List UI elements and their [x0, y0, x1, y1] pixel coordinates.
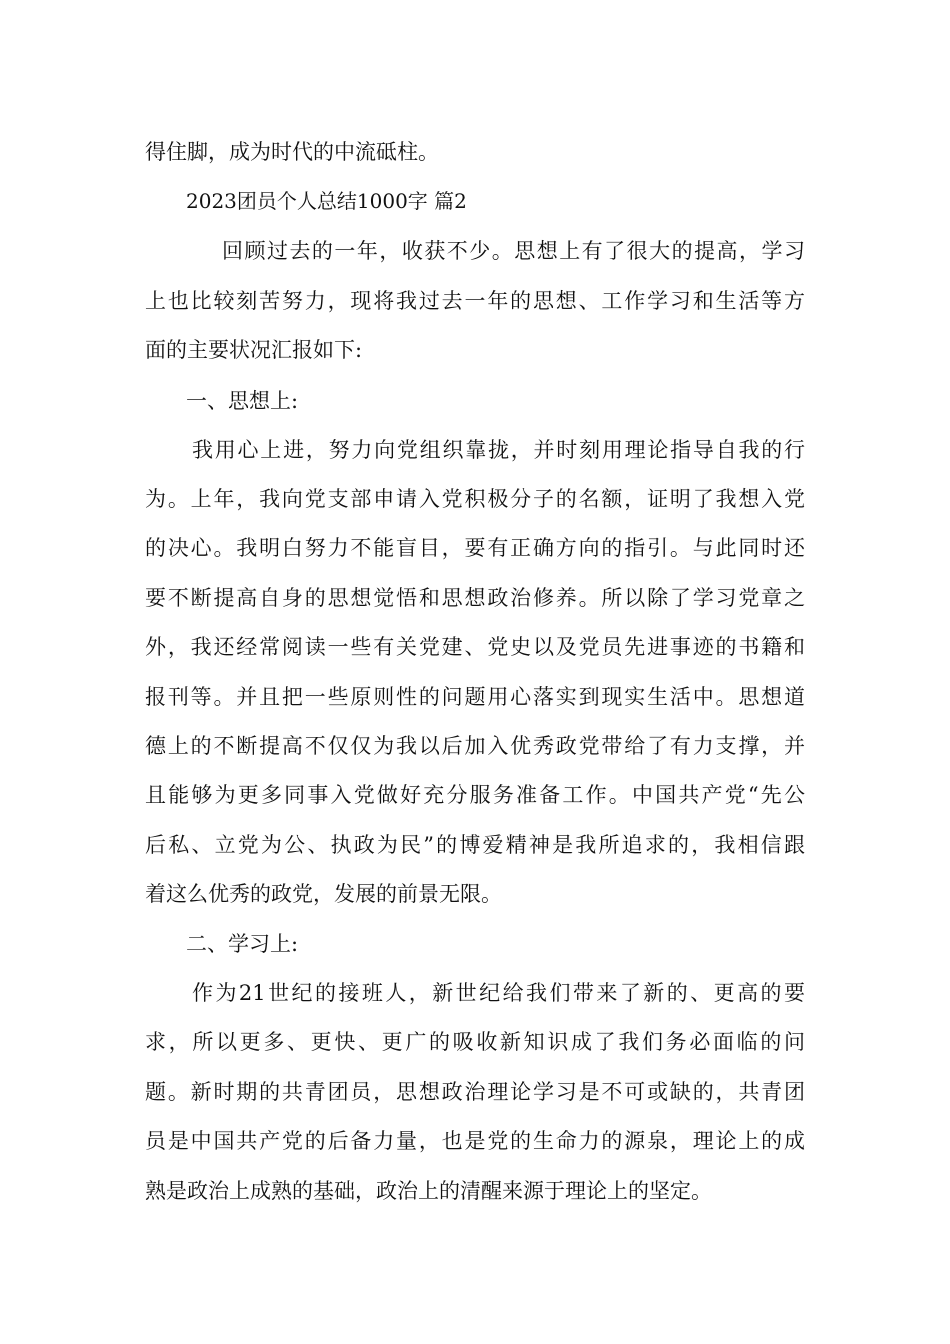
text-line: 要不断提高自身的思想觉悟和思想政治修养。所以除了学习党章之 — [145, 586, 805, 610]
text-line: 题。新时期的共青团员，思想政治理论学习是不可或缺的，共青团 — [145, 1080, 805, 1104]
text-line: 求，所以更多、更快、更广的吸收新知识成了我们务必面临的问 — [145, 1030, 805, 1054]
text-line: 后私、立党为公、执政为民”的博爱精神是我所追求的，我相信跟 — [145, 833, 805, 857]
text-line: 且能够为更多同事入党做好充分服务准备工作。中国共产党“先公 — [145, 783, 805, 807]
text-line: 的决心。我明白努力不能盲目，要有正确方向的指引。与此同时还 — [145, 536, 805, 560]
subheading: 一、思想上: — [186, 389, 299, 413]
text-line: 得住脚，成为时代的中流砥柱。 — [145, 140, 439, 164]
text-line: 员是中国共产党的后备力量，也是党的生命力的源泉，理论上的成 — [145, 1129, 805, 1153]
text-line: 为。上年，我向党支部申请入党积极分子的名额，证明了我想入党 — [145, 487, 805, 511]
text-line: 外，我还经常阅读一些有关党建、党史以及党员先进事迹的书籍和 — [145, 635, 805, 659]
text-line: 报刊等。并且把一些原则性的问题用心落实到现实生活中。思想道 — [145, 685, 805, 709]
text-line: 上也比较刻苦努力，现将我过去一年的思想、工作学习和生活等方 — [145, 289, 805, 313]
text-line: 熟是政治上成熟的基础，政治上的清醒来源于理论上的坚定。 — [145, 1179, 712, 1203]
text-line: 着这么优秀的政党，发展的前景无限。 — [145, 882, 502, 906]
text-line: 作为21世纪的接班人，新世纪给我们带来了新的、更高的要 — [192, 981, 805, 1005]
text-line: 回顾过去的一年，收获不少。思想上有了很大的提高，学习 — [222, 239, 805, 263]
text-line: 我用心上进，努力向党组织靠拢，并时刻用理论指导自我的行 — [192, 438, 805, 462]
text-line: 面的主要状况汇报如下: — [145, 338, 363, 362]
section-title: 2023团员个人总结1000字 篇2 — [186, 189, 467, 213]
text-line: 德上的不断提高不仅仅为我以后加入优秀政党带给了有力支撑，并 — [145, 734, 805, 758]
subheading: 二、学习上: — [186, 932, 299, 956]
